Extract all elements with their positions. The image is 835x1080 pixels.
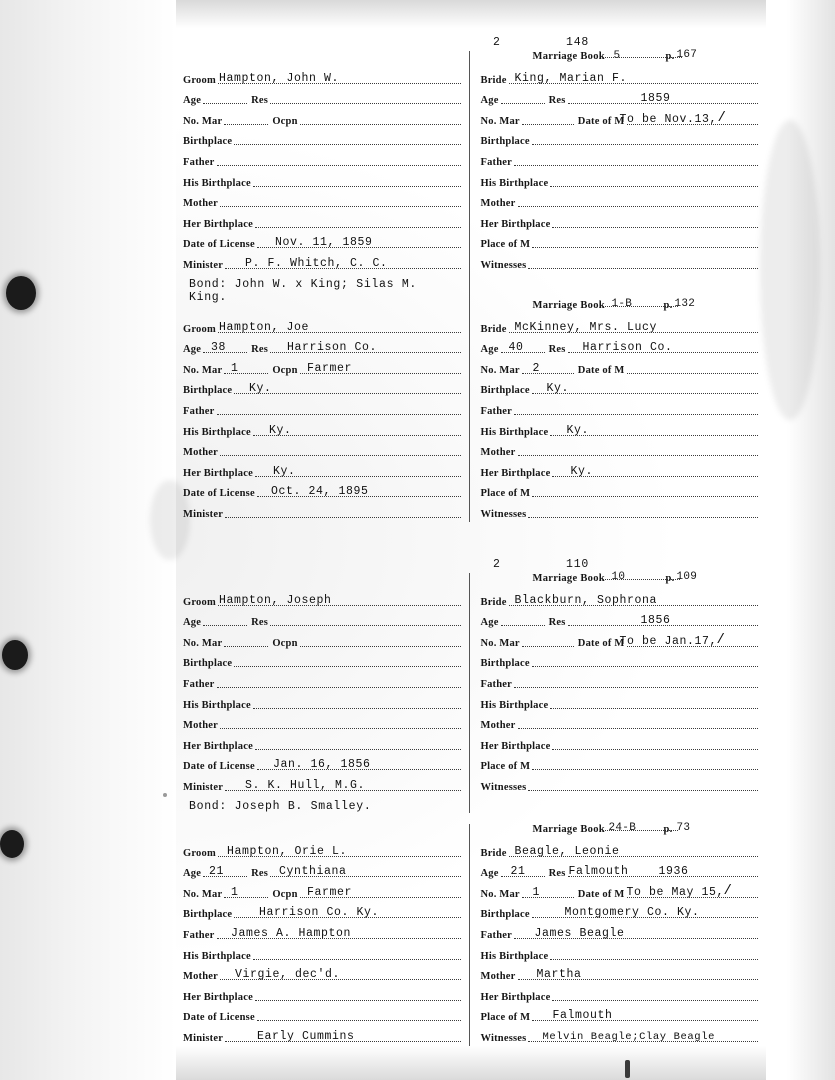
label-her-birthplace: Her Birthplace xyxy=(480,467,551,479)
value-minister: Early Cummins xyxy=(257,1029,355,1043)
label-age: Age xyxy=(480,617,499,629)
field-age-res xyxy=(183,610,461,631)
label-birthplace: Birthplace xyxy=(183,909,233,921)
label-no-mar: No. Mar xyxy=(480,888,520,900)
field-date-of-license xyxy=(183,232,461,253)
record-card xyxy=(183,300,758,522)
page-top-edge xyxy=(176,0,835,28)
bride-column xyxy=(469,51,758,304)
label-his-birthplace: His Birthplace xyxy=(183,177,251,189)
label-mother: Mother xyxy=(183,447,219,459)
field-groom xyxy=(183,67,461,88)
bond-note: Bond: Joseph B. Smalley. xyxy=(189,799,372,813)
label-birthplace: Birthplace xyxy=(183,136,233,148)
value-groom-name: Hampton, John W. xyxy=(219,71,340,85)
label-ocpn: Ocpn xyxy=(272,115,298,127)
value-groom-no-mar: 1 xyxy=(231,885,239,899)
value-minister: P. F. Whitch, C. C. xyxy=(245,256,388,270)
marriage-book-header xyxy=(480,51,758,67)
value-bride-date-of-m: To be Nov.13, xyxy=(619,112,717,126)
label-res: Res xyxy=(251,95,269,107)
value-date-of-license: Oct. 24, 1895 xyxy=(271,485,369,499)
field-father xyxy=(480,149,758,170)
field-groom xyxy=(183,840,461,861)
label-witnesses: Witnesses xyxy=(480,259,527,271)
label-page-abbr: p. xyxy=(665,573,675,584)
label-bride: Bride xyxy=(480,74,507,86)
field-minister xyxy=(183,774,461,795)
field-age-res xyxy=(183,337,461,358)
label-witnesses: Witnesses xyxy=(480,781,527,793)
label-her-birthplace: Her Birthplace xyxy=(480,218,551,230)
field-birthplace xyxy=(183,378,461,399)
label-witnesses: Witnesses xyxy=(480,1032,527,1044)
value-groom-his-birthplace: Ky. xyxy=(269,423,292,437)
value-groom-name: Hampton, Orie L. xyxy=(227,844,348,858)
value-bride-her-birthplace: Ky. xyxy=(570,464,593,478)
label-birthplace: Birthplace xyxy=(480,658,530,670)
field-birthplace xyxy=(183,129,461,150)
label-age: Age xyxy=(183,344,202,356)
label-page-abbr: p. xyxy=(663,300,673,311)
label-his-birthplace: His Birthplace xyxy=(183,426,251,438)
label-groom: Groom xyxy=(183,74,216,86)
value-groom-res: Cynthiana xyxy=(279,865,347,879)
value-bride-birthplace: Ky. xyxy=(546,382,569,396)
value-bride-res-year: 1859 xyxy=(640,92,671,106)
label-res: Res xyxy=(548,344,566,356)
label-place-of-m: Place of M xyxy=(480,1012,531,1024)
label-mother: Mother xyxy=(480,720,516,732)
field-bride xyxy=(480,316,758,337)
label-groom: Groom xyxy=(183,323,216,335)
marriage-book-header xyxy=(480,824,758,840)
label-no-mar: No. Mar xyxy=(480,364,520,376)
label-birthplace: Birthplace xyxy=(183,385,233,397)
value-bride-res: Falmouth xyxy=(568,865,629,879)
value-bride-birthplace: Montgomery Co. Ky. xyxy=(564,906,700,920)
label-marriage-book: Marriage Book xyxy=(532,51,605,62)
value-marriage-book-page: 73 xyxy=(676,822,691,834)
label-date-of-license: Date of License xyxy=(183,488,255,500)
label-her-birthplace: Her Birthplace xyxy=(480,991,551,1003)
label-his-birthplace: His Birthplace xyxy=(480,177,549,189)
field-mother xyxy=(480,440,758,461)
label-ocpn: Ocpn xyxy=(272,364,298,376)
value-marriage-book-page: 167 xyxy=(676,49,698,61)
label-res: Res xyxy=(548,868,566,880)
card-number-right: 148 xyxy=(566,36,590,49)
value-groom-her-birthplace: Ky. xyxy=(273,464,296,478)
card-number-left: 2 xyxy=(493,558,501,571)
field-father xyxy=(183,922,461,943)
value-bride-mother: Martha xyxy=(536,968,582,982)
field-her-birthplace xyxy=(183,984,461,1005)
label-father: Father xyxy=(480,405,513,417)
value-groom-birthplace: Harrison Co. Ky. xyxy=(259,906,380,920)
record-card xyxy=(183,36,758,304)
card-number-right: 110 xyxy=(566,558,590,571)
marriage-book-header xyxy=(480,573,758,589)
label-date-of-license: Date of License xyxy=(183,761,255,773)
label-page-abbr: p. xyxy=(663,824,673,835)
field-nomar-dateofm xyxy=(480,357,758,378)
field-nomar-ocpn xyxy=(183,357,461,378)
slash-mark: / xyxy=(716,631,726,648)
scan-speck xyxy=(163,793,167,797)
label-marriage-book: Marriage Book xyxy=(532,824,605,835)
label-groom: Groom xyxy=(183,847,216,859)
field-bride xyxy=(480,67,758,88)
label-minister: Minister xyxy=(183,259,224,271)
field-nomar-ocpn xyxy=(183,630,461,651)
field-age-res xyxy=(480,610,758,631)
field-mother xyxy=(480,964,758,985)
label-his-birthplace: His Birthplace xyxy=(183,950,251,962)
field-his-birthplace xyxy=(480,170,758,191)
groom-column xyxy=(183,573,469,813)
value-bride-age: 40 xyxy=(508,341,524,355)
value-groom-birthplace: Ky. xyxy=(249,382,272,396)
value-marriage-book: 1-B xyxy=(611,298,633,310)
label-ocpn: Ocpn xyxy=(272,888,298,900)
label-res: Res xyxy=(251,868,269,880)
field-age-res xyxy=(480,337,758,358)
field-father xyxy=(480,398,758,419)
field-minister xyxy=(183,501,461,522)
label-age: Age xyxy=(183,95,202,107)
value-bride-date-of-m: To be May 15, xyxy=(626,885,724,899)
label-her-birthplace: Her Birthplace xyxy=(183,467,253,479)
label-father: Father xyxy=(480,678,513,690)
field-father xyxy=(480,922,758,943)
field-mother xyxy=(183,191,461,212)
label-mother: Mother xyxy=(183,198,219,210)
label-his-birthplace: His Birthplace xyxy=(183,699,251,711)
label-minister: Minister xyxy=(183,508,224,520)
value-place-of-m: Falmouth xyxy=(552,1009,613,1023)
binder-hole-icon xyxy=(2,640,28,670)
value-minister: S. K. Hull, M.G. xyxy=(245,778,366,792)
field-age-res xyxy=(183,861,461,882)
label-mother: Mother xyxy=(480,971,516,983)
groom-column xyxy=(183,300,469,522)
field-mother xyxy=(183,713,461,734)
field-age-res xyxy=(480,861,758,882)
field-his-birthplace xyxy=(480,692,758,713)
label-birthplace: Birthplace xyxy=(480,909,530,921)
field-father xyxy=(183,398,461,419)
value-bride-no-mar: 1 xyxy=(532,885,540,899)
groom-column xyxy=(183,51,469,304)
label-date-of-license: Date of License xyxy=(183,1012,255,1024)
field-mother xyxy=(183,440,461,461)
label-age: Age xyxy=(480,868,499,880)
field-father xyxy=(183,671,461,692)
label-ocpn: Ocpn xyxy=(272,637,298,649)
binder-hole-icon xyxy=(6,276,36,310)
label-place-of-m: Place of M xyxy=(480,239,531,251)
bride-column xyxy=(469,824,758,1046)
value-bride-name: Beagle, Leonie xyxy=(514,844,620,858)
label-res: Res xyxy=(251,617,269,629)
label-his-birthplace: His Birthplace xyxy=(480,699,549,711)
label-page-abbr: p. xyxy=(665,51,675,62)
value-bride-res-year: 1936 xyxy=(658,865,689,879)
label-no-mar: No. Mar xyxy=(480,637,520,649)
label-no-mar: No. Mar xyxy=(183,115,223,127)
value-bride-no-mar: 2 xyxy=(532,361,540,375)
label-his-birthplace: His Birthplace xyxy=(480,426,549,438)
field-nomar-dateofm xyxy=(480,108,758,129)
label-no-mar: No. Mar xyxy=(480,115,520,127)
record-card xyxy=(183,558,758,813)
label-age: Age xyxy=(183,868,202,880)
label-father: Father xyxy=(480,156,513,168)
field-nomar-dateofm xyxy=(480,881,758,902)
value-witnesses: Melvin Beagle;Clay Beagle xyxy=(542,1030,716,1043)
bride-column xyxy=(469,573,758,813)
field-witnesses xyxy=(480,1025,758,1046)
value-date-of-license: Jan. 16, 1856 xyxy=(273,758,371,772)
value-groom-ocpn: Farmer xyxy=(307,885,353,899)
field-groom xyxy=(183,589,461,610)
field-birthplace xyxy=(480,902,758,923)
value-marriage-book-page: 132 xyxy=(674,298,696,310)
label-mother: Mother xyxy=(183,971,219,983)
field-his-birthplace xyxy=(480,943,758,964)
page-left-gutter xyxy=(0,0,176,1080)
field-her-birthplace xyxy=(480,733,758,754)
label-age: Age xyxy=(183,617,202,629)
value-groom-father: James A. Hampton xyxy=(231,926,352,940)
field-minister xyxy=(183,252,461,273)
label-father: Father xyxy=(183,929,215,941)
field-place-of-m xyxy=(480,232,758,253)
field-birthplace xyxy=(183,651,461,672)
value-groom-mother: Virgie, dec'd. xyxy=(235,968,341,982)
field-mother xyxy=(480,191,758,212)
field-groom xyxy=(183,316,461,337)
value-bride-name: McKinney, Mrs. Lucy xyxy=(514,320,658,334)
label-date-of-license: Date of License xyxy=(183,239,255,251)
card-top-numbers xyxy=(183,558,758,573)
field-witnesses xyxy=(480,501,758,522)
label-age: Age xyxy=(480,344,499,356)
label-date-of-m: Date of M xyxy=(577,364,625,376)
field-nomar-dateofm xyxy=(480,630,758,651)
label-no-mar: No. Mar xyxy=(183,888,223,900)
value-groom-age: 21 xyxy=(209,865,225,879)
field-his-birthplace xyxy=(183,943,461,964)
label-marriage-book: Marriage Book xyxy=(532,573,605,584)
value-groom-res: Harrison Co. xyxy=(287,341,378,355)
field-birthplace xyxy=(480,378,758,399)
field-place-of-m xyxy=(480,1005,758,1026)
label-her-birthplace: Her Birthplace xyxy=(183,218,253,230)
value-bride-his-birthplace: Ky. xyxy=(566,423,589,437)
field-her-birthplace xyxy=(480,984,758,1005)
label-her-birthplace: Her Birthplace xyxy=(183,991,253,1003)
label-witnesses: Witnesses xyxy=(480,508,527,520)
field-his-birthplace xyxy=(480,419,758,440)
page-bottom-edge xyxy=(176,1046,835,1080)
field-his-birthplace xyxy=(183,692,461,713)
field-birthplace xyxy=(480,651,758,672)
value-groom-age: 38 xyxy=(211,341,227,355)
value-groom-name: Hampton, Joe xyxy=(219,320,310,334)
label-minister: Minister xyxy=(183,781,224,793)
field-place-of-m xyxy=(480,754,758,775)
label-bride: Bride xyxy=(480,596,507,608)
field-his-birthplace xyxy=(183,419,461,440)
label-res: Res xyxy=(251,344,269,356)
label-place-of-m: Place of M xyxy=(480,761,531,773)
binder-hole-icon xyxy=(0,830,24,858)
bond-note: Bond: John W. x King; Silas M. King. xyxy=(189,277,418,304)
value-marriage-book: 5 xyxy=(613,50,621,62)
field-her-birthplace xyxy=(480,460,758,481)
field-mother xyxy=(183,964,461,985)
label-no-mar: No. Mar xyxy=(183,637,223,649)
value-bride-name: King, Marian F. xyxy=(514,71,628,85)
card-top-numbers xyxy=(183,36,758,51)
label-date-of-m: Date of M xyxy=(577,888,625,900)
value-groom-no-mar: 1 xyxy=(231,361,239,375)
label-place-of-m: Place of M xyxy=(480,488,531,500)
slash-mark: / xyxy=(717,109,727,126)
field-age-res xyxy=(183,88,461,109)
label-mother: Mother xyxy=(183,720,219,732)
field-her-birthplace xyxy=(480,211,758,232)
label-mother: Mother xyxy=(480,447,516,459)
value-marriage-book: 24-B xyxy=(608,822,637,834)
value-marriage-book-page: 109 xyxy=(676,571,698,583)
value-marriage-book: 10 xyxy=(611,571,626,583)
label-his-birthplace: His Birthplace xyxy=(480,950,549,962)
field-place-of-m xyxy=(480,481,758,502)
field-age-res xyxy=(480,88,758,109)
field-birthplace xyxy=(183,902,461,923)
field-birthplace xyxy=(480,129,758,150)
field-her-birthplace xyxy=(183,460,461,481)
scan-speck xyxy=(625,1060,630,1078)
label-bride: Bride xyxy=(480,323,507,335)
field-her-birthplace xyxy=(183,211,461,232)
label-res: Res xyxy=(548,617,566,629)
label-mother: Mother xyxy=(480,198,516,210)
value-groom-name: Hampton, Joseph xyxy=(219,593,332,607)
label-marriage-book: Marriage Book xyxy=(532,300,605,311)
value-bride-name: Blackburn, Sophrona xyxy=(514,593,658,607)
bride-column xyxy=(469,300,758,522)
label-father: Father xyxy=(480,929,513,941)
value-bride-father: James Beagle xyxy=(534,926,625,940)
value-bride-res-year: 1856 xyxy=(640,614,671,628)
label-groom: Groom xyxy=(183,596,216,608)
label-her-birthplace: Her Birthplace xyxy=(480,740,551,752)
field-her-birthplace xyxy=(183,733,461,754)
label-father: Father xyxy=(183,678,215,690)
field-minister xyxy=(183,1025,461,1046)
record-card xyxy=(183,824,758,1046)
field-nomar-ocpn xyxy=(183,881,461,902)
label-her-birthplace: Her Birthplace xyxy=(183,740,253,752)
field-mother xyxy=(480,713,758,734)
label-father: Father xyxy=(183,156,215,168)
field-his-birthplace xyxy=(183,170,461,191)
value-groom-ocpn: Farmer xyxy=(307,361,353,375)
label-no-mar: No. Mar xyxy=(183,364,223,376)
value-date-of-license: Nov. 11, 1859 xyxy=(275,236,373,250)
label-date-of-m: Date of M xyxy=(577,637,625,649)
field-date-of-license xyxy=(183,754,461,775)
field-witnesses xyxy=(480,774,758,795)
field-bride xyxy=(480,589,758,610)
label-bride: Bride xyxy=(480,847,507,859)
field-witnesses xyxy=(480,252,758,273)
field-nomar-ocpn xyxy=(183,108,461,129)
label-res: Res xyxy=(548,95,566,107)
field-father xyxy=(183,149,461,170)
value-bride-age: 21 xyxy=(510,865,526,879)
label-birthplace: Birthplace xyxy=(480,385,530,397)
field-date-of-license xyxy=(183,481,461,502)
label-birthplace: Birthplace xyxy=(480,136,530,148)
field-father xyxy=(480,671,758,692)
field-bride xyxy=(480,840,758,861)
scan-smudge xyxy=(760,120,820,420)
label-father: Father xyxy=(183,405,215,417)
label-minister: Minister xyxy=(183,1032,224,1044)
groom-column xyxy=(183,824,469,1046)
label-date-of-m: Date of M xyxy=(577,115,625,127)
marriage-book-header xyxy=(480,300,758,316)
slash-mark: / xyxy=(723,882,733,899)
card-number-left: 2 xyxy=(493,36,501,49)
value-bride-date-of-m: To be Jan.17, xyxy=(619,634,717,648)
label-birthplace: Birthplace xyxy=(183,658,233,670)
field-date-of-license xyxy=(183,1005,461,1026)
value-bride-res: Harrison Co. xyxy=(582,341,673,355)
label-age: Age xyxy=(480,95,499,107)
